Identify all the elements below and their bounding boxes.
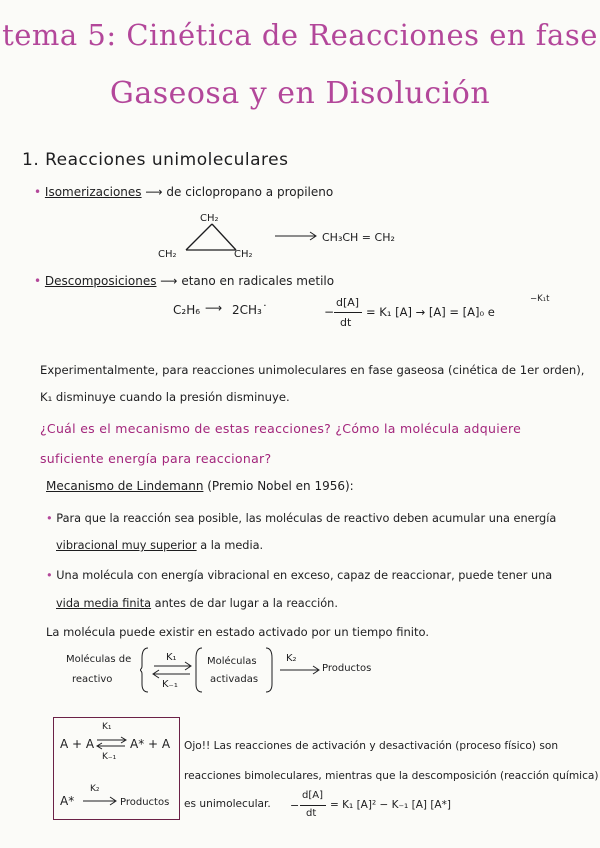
bullet1-tail: a la media. — [200, 539, 264, 552]
arrow-icon: ⟶ — [160, 274, 182, 288]
arrow-icon — [82, 794, 118, 808]
experiment-line1: Experimentalmente, para reacciones unimoleculares en fase gaseosa (cinética de 1er orden), — [40, 363, 585, 377]
scheme-km1: K₋₁ — [162, 679, 178, 690]
scheme-reactant-l2: reactivo — [72, 674, 113, 685]
bullet2-text: Una molécula con energía vibracional en exceso, capaz de reaccionar, puede tener una — [56, 569, 553, 582]
lindemann-bullet1-line1 — [46, 512, 556, 525]
isomer-label: Isomerizaciones — [44, 185, 142, 199]
fraction-bar — [334, 312, 362, 313]
box-km1: K₋₁ — [102, 752, 117, 762]
page-title-line1: tema 5: Cinética de Reacciones en fase — [2, 18, 598, 52]
page-title-line2: Gaseosa y en Disolución — [109, 76, 491, 111]
equilibrium-arrow-icon — [96, 732, 128, 754]
lindemann-bullet1-line2 — [56, 539, 263, 552]
scheme-reactant-l1: Moléculas de — [66, 654, 132, 665]
scheme-k2: K₂ — [286, 653, 297, 664]
ring-top-label: CH₂ — [200, 213, 219, 224]
lindemann-heading-row — [46, 479, 354, 493]
bullet-decomp — [34, 274, 334, 288]
decomp-arrow-icon: ⟶ — [205, 301, 223, 315]
bullet-dot-icon: • — [46, 512, 53, 525]
isomer-product: CH₃CH = CH₂ — [322, 231, 395, 244]
scheme-active-l2: activadas — [210, 674, 259, 685]
box-k1: K₁ — [102, 722, 112, 732]
scheme-products: Productos — [322, 663, 372, 674]
arrow-icon: ⟶ — [145, 185, 167, 199]
bullet-isomer — [34, 185, 333, 199]
decomp-reactant: C₂H₆ — [173, 303, 201, 317]
bullet1-underlined: vibracional muy superior — [56, 539, 197, 552]
lindemann-bullet2-line1 — [46, 569, 552, 582]
rate-equation: = K₁ [A] → [A] = [A]₀ e — [366, 305, 495, 319]
isomer-text: de ciclopropano a propileno — [166, 185, 334, 199]
notes-rate-eq: = K₁ [A]² − K₋₁ [A] [A*] — [330, 799, 451, 811]
decomp-label: Descomposiciones — [44, 274, 157, 288]
decomp-text: etano en radicales metilo — [181, 274, 335, 288]
rate-numerator: d[A] — [336, 296, 360, 309]
notes-fraction-bar — [300, 805, 326, 806]
bullet-dot-icon: • — [34, 185, 42, 199]
rate-exponent: −K₁t — [530, 294, 550, 304]
rate-minus: − — [324, 305, 335, 319]
scheme-active-l1: Moléculas — [207, 656, 257, 667]
lindemann-heading: Mecanismo de Lindemann — [46, 479, 204, 493]
lindemann-note: (Premio Nobel en 1956): — [207, 479, 354, 493]
notes-line3: es unimolecular. — [184, 798, 271, 810]
scheme-k1: K₁ — [166, 652, 177, 663]
lindemann-line3: La molécula puede existir en estado activado por un tiempo finito. — [46, 625, 429, 639]
box-k2: K₂ — [90, 784, 100, 794]
notes-minus: − — [290, 799, 300, 812]
bullet1-text: Para que la reacción sea posible, las moléculas de reactivo deben acumular una energía — [56, 512, 557, 525]
ring-right-label: CH₂ — [234, 249, 253, 260]
ring-left-label: CH₂ — [158, 249, 177, 260]
notes-rate-num: d[A] — [302, 790, 323, 801]
decomp-product: 2CH₃˙ — [232, 303, 268, 317]
section-heading: 1. Reacciones unimoleculares — [22, 150, 289, 170]
question-line2: suficiente energía para reaccionar? — [40, 451, 272, 466]
rate-denominator: dt — [340, 316, 352, 329]
bullet-dot-icon: • — [34, 274, 42, 288]
notes-line1: Ojo!! Las reacciones de activación y desactivación (proceso físico) son — [184, 740, 559, 752]
box-eq1-right: A* + A — [130, 737, 171, 751]
bullet2-underlined: vida media finita — [56, 597, 152, 610]
lindemann-bullet2-line2 — [56, 597, 338, 610]
notes-rate-den: dt — [306, 808, 317, 819]
box-eq2-left: A* — [60, 794, 75, 808]
experiment-line2: K₁ disminuye cuando la presión disminuye. — [40, 390, 290, 404]
box-eq1-left: A + A — [60, 737, 95, 751]
box-eq2-right: Productos — [120, 797, 170, 808]
question-line1: ¿Cuál es el mecanismo de estas reacciones? ¿Cómo la molécula adquiere — [40, 421, 522, 436]
notes-line2: reacciones bimoleculares, mientras que la descomposición (reacción química) — [184, 770, 599, 782]
bullet2-tail: antes de dar lugar a la reacción. — [154, 597, 338, 610]
bullet-dot-icon: • — [46, 569, 53, 582]
